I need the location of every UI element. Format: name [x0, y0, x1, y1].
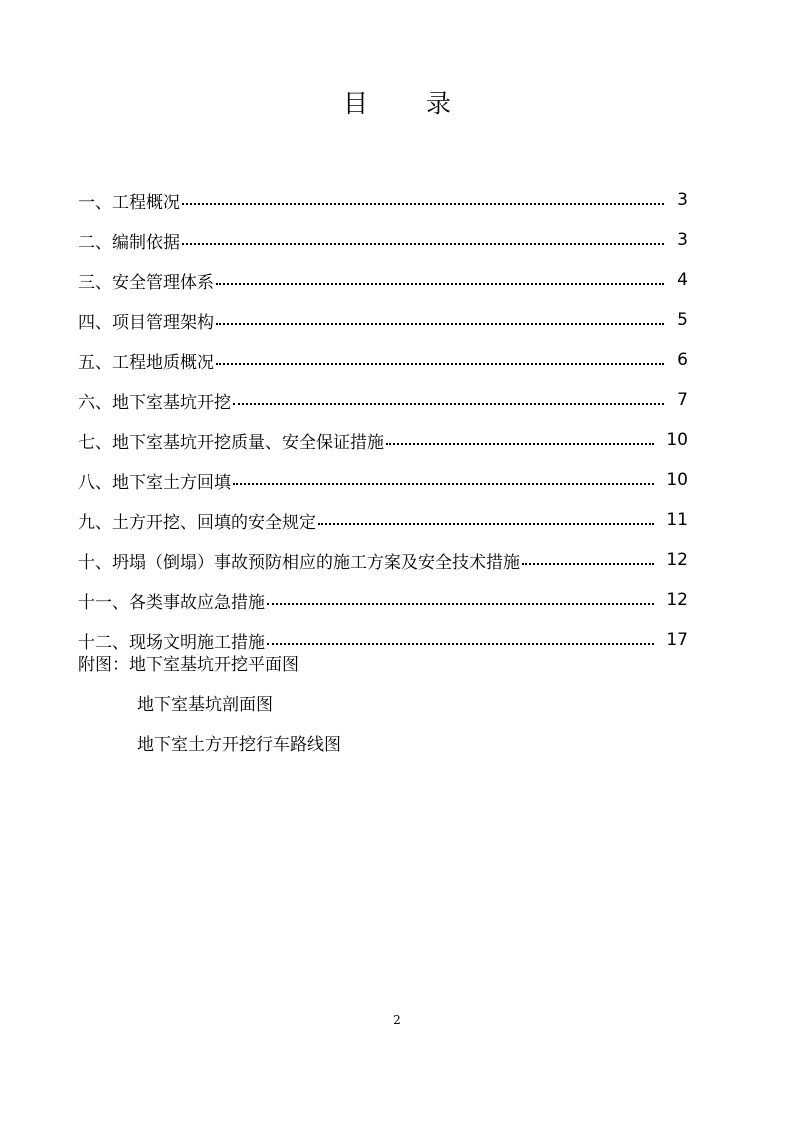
dot-leader	[216, 361, 664, 365]
toc-list	[78, 180, 688, 660]
toc-entry-label: 十一、各类事故应急措施	[78, 588, 267, 613]
toc-entry-label: 九、土方开挖、回填的安全规定	[78, 508, 318, 533]
toc-entry-page: 12	[666, 550, 688, 570]
toc-entry-page: 10	[666, 430, 688, 450]
dot-leader	[216, 281, 664, 285]
toc-entry-page: 12	[666, 590, 688, 610]
toc-entry-label: 七、地下室基坑开挖质量、安全保证措施	[78, 428, 386, 453]
toc-entry[interactable]	[78, 300, 688, 340]
toc-entry[interactable]	[78, 340, 688, 380]
toc-entry-label: 八、地下室土方回填	[78, 468, 233, 493]
toc-entry[interactable]	[78, 380, 688, 420]
dot-leader	[233, 481, 654, 485]
dot-leader	[522, 561, 654, 565]
toc-entry-page: 10	[666, 470, 688, 490]
toc-entry-label: 六、地下室基坑开挖	[78, 388, 233, 413]
toc-entry[interactable]	[78, 500, 688, 540]
toc-entry[interactable]	[78, 540, 688, 580]
toc-entry[interactable]	[78, 180, 688, 220]
toc-entry[interactable]	[78, 460, 688, 500]
toc-entry-label: 十、坍塌（倒塌）事故预防相应的施工方案及安全技术措施	[78, 548, 522, 573]
dot-leader	[233, 401, 664, 405]
toc-entry-page: 3	[677, 190, 688, 210]
toc-entry-label: 五、工程地质概况	[78, 348, 216, 373]
toc-entry-label: 十二、现场文明施工措施	[78, 628, 267, 653]
page-number: 2	[393, 1013, 401, 1027]
toc-entry[interactable]	[78, 260, 688, 300]
toc-entry-page: 11	[666, 510, 688, 530]
toc-entry-page: 17	[666, 630, 688, 650]
dot-leader	[267, 601, 654, 605]
appendix-line: 地下室土方开挖行车路线图	[137, 735, 341, 755]
dot-leader	[182, 241, 664, 245]
dot-leader	[267, 641, 654, 645]
dot-leader	[182, 201, 664, 205]
toc-entry-label: 四、项目管理架构	[78, 308, 216, 333]
dot-leader	[216, 321, 664, 325]
toc-entry-label: 二、编制依据	[78, 228, 182, 253]
appendix-line: 附图：地下室基坑开挖平面图	[78, 655, 299, 675]
toc-entry[interactable]	[78, 220, 688, 260]
toc-entry[interactable]	[78, 420, 688, 460]
toc-entry-label: 一、工程概况	[78, 188, 182, 213]
toc-entry-page: 6	[677, 350, 688, 370]
toc-title: 目录	[342, 89, 509, 118]
toc-entry-page: 3	[677, 230, 688, 250]
toc-entry-page: 4	[677, 270, 688, 290]
dot-leader	[318, 521, 654, 525]
dot-leader	[386, 441, 654, 445]
toc-entry[interactable]	[78, 580, 688, 620]
toc-entry-page: 7	[677, 390, 688, 410]
toc-entry-label: 三、安全管理体系	[78, 268, 216, 293]
appendix-line: 地下室基坑剖面图	[137, 695, 273, 715]
toc-entry-page: 5	[677, 310, 688, 330]
